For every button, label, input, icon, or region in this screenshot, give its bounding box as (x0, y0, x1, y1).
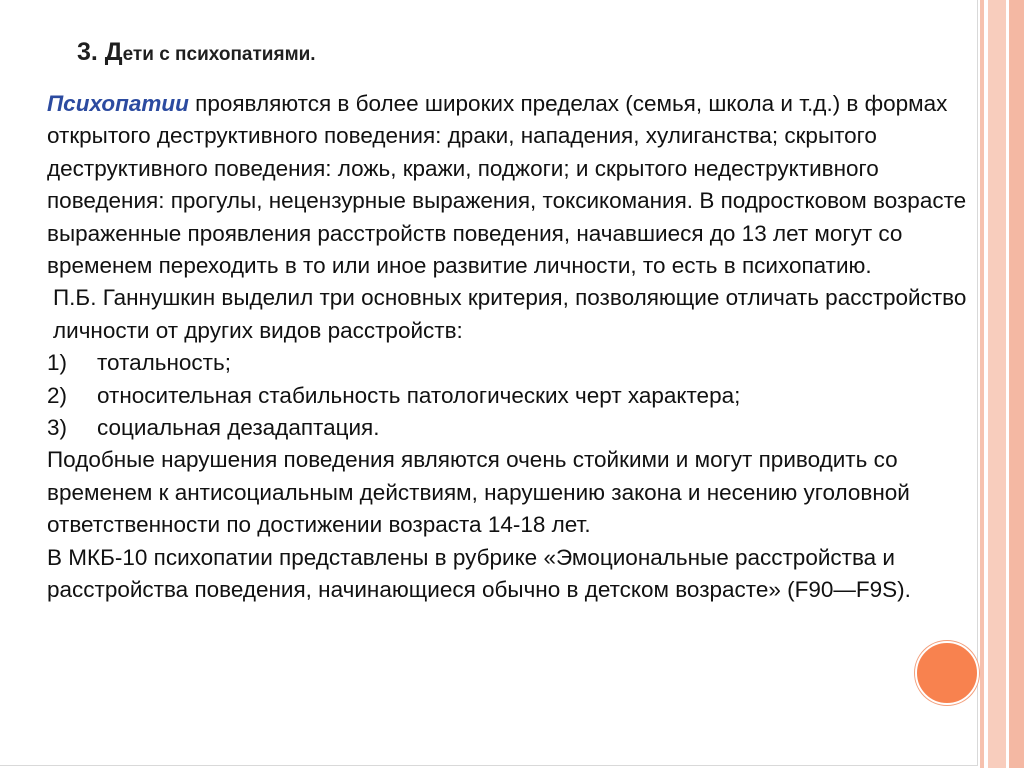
title-rest: ети с психопатиями. (122, 44, 316, 65)
list-item (47, 412, 972, 444)
slide-title (77, 38, 316, 67)
list-number: 1) (47, 350, 68, 376)
paragraph-4: В МКБ-10 психопатии представлены в рубрике «Эмоциональные расстройства и расстройства поведения, начинающиеся обычно в детском возрасте» (F90—F9S). (47, 544, 911, 603)
term-psychopathy: Психопатии (47, 91, 189, 116)
list-text: относительная стабильность патологических черт характера; (97, 382, 741, 408)
decorative-stripes (980, 0, 1024, 768)
list-number: 2) (47, 382, 68, 408)
stripe (1009, 0, 1024, 768)
paragraph-1-text: проявляются в более широких пределах (семья, школа и т.д.) в формах открытого деструктивного поведения: драки, нападения, хулиганства; скрытого деструктивного поведения: ложь, кражи, поджоги; и скрытого недеструктивного поведения: прогулы, нецензурные выражения, токсикомания. В подростковом возрасте выраженные проявления расстройств поведения, начавшиеся до 13 лет могут со временем переходить в то или иное развитие личности, то есть в психопатию. (47, 91, 967, 279)
slide-body (47, 88, 972, 607)
list-text: социальная дезадаптация. (97, 415, 380, 441)
list-number: 3) (47, 415, 68, 441)
paragraph-3: Подобные нарушения поведения являются очень стойкими и могут приводить со временем к антисоциальным действиям, нарушению закона и несению уголовной ответственности по достижении возраста 14-18 лет. (47, 447, 910, 538)
paragraph-1 (47, 88, 972, 282)
decorative-circle (915, 641, 979, 705)
title-prefix: 3. Д (77, 38, 123, 66)
list-item (47, 380, 972, 412)
paragraph-2: П.Б. Ганнушкин выделил три основных критерия, позволяющие отличать расстройство личности от других видов расстройств: (53, 285, 967, 343)
list-text: тотальность; (97, 350, 231, 376)
list-item (47, 347, 972, 379)
stripe (988, 0, 1006, 768)
